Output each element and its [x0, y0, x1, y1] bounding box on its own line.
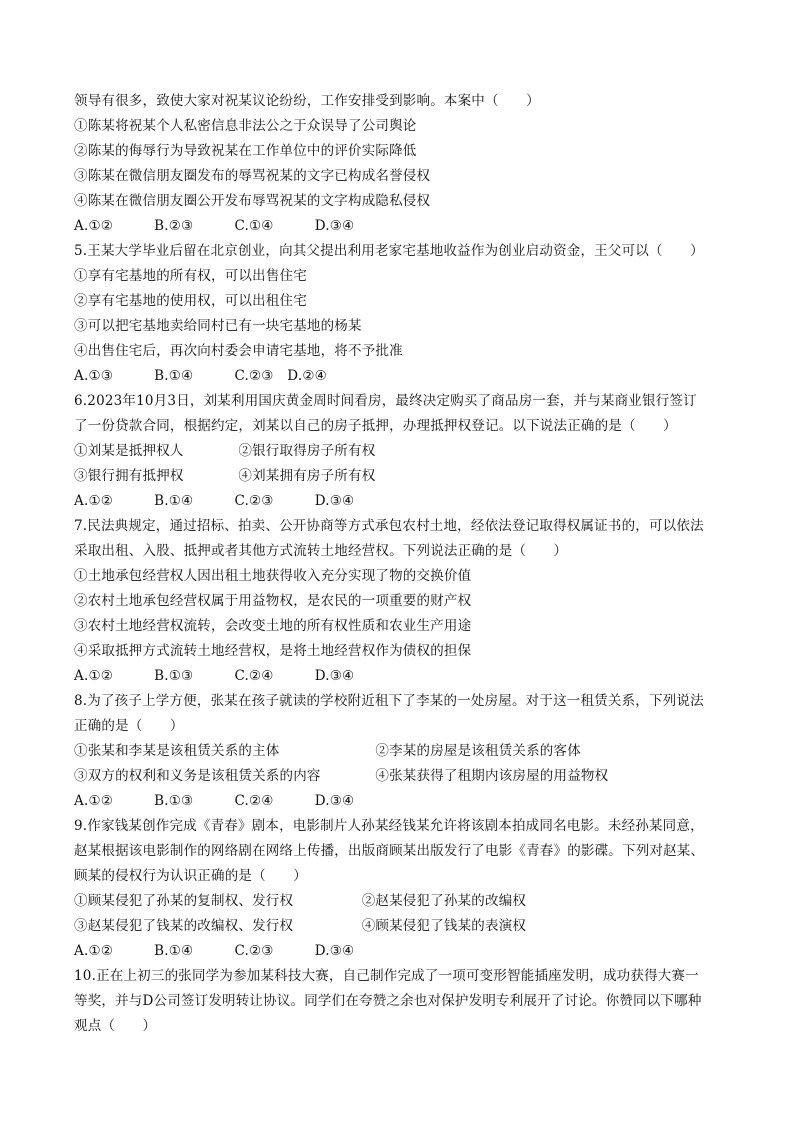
question-7: 7.民法典规定，通过招标、拍卖、公开协商等方式承包农村土地，经依法登记取得权属证书的，可以依法 [74, 518, 704, 534]
option-line: ③陈某在微信朋友圈发布的辱骂祝某的文字已构成名誉侵权 [74, 168, 431, 184]
option-line: ①土地承包经营权人因出租土地获得收入充分实现了物的交换价值 [74, 568, 472, 584]
question-9: 9.作家钱某创作完成《青春》剧本，电影制片人孙某经钱某允许将该剧本拍成同名电影。未经孙某同意， [74, 818, 704, 834]
option-line: ③可以把宅基地卖给同村已有一块宅基地的杨某 [74, 318, 362, 334]
text-line: 观点（ ） [74, 1018, 157, 1034]
answer-choices: A.①② B.②③ C.①④ D.③④ [74, 218, 355, 234]
text-line: 赵某根据该电影制作的网络剧在网络上传播，出版商顾某出版发行了电影《青春》的影碟。下列对赵某、 [74, 843, 705, 859]
option-line: ③赵某侵犯了钱某的改编权、发行权 ④顾某侵犯了钱某的表演权 [74, 918, 527, 934]
text-line: 了一份贷款合同，根据约定，刘某以自己的房子抵押，办理抵押权登记。以下说法正确的是（ ） [74, 418, 677, 434]
text-line: 等奖，并与D公司签订发明转让协议。同学们在夸赞之余也对保护发明专利展开了讨论。你赞同以下哪种 [74, 993, 702, 1009]
answer-choices: A.①② B.①④ C.②③ D.③④ [74, 493, 355, 509]
question-6: 6.2023年10月3日，刘某利用国庆黄金周时间看房，最终决定购买了商品房一套，并与某商业银行签订 [74, 393, 697, 409]
text-line: 采取出租、入股、抵押或者其他方式流转土地经营权。下列说法正确的是（ ） [74, 543, 568, 559]
option-line: ②陈某的侮辱行为导致祝某在工作单位中的评价实际降低 [74, 143, 417, 159]
text-line: 顾某的侵权行为认识正确的是（ ） [74, 868, 307, 884]
option-line: ④陈某在微信朋友圈公开发布辱骂祝某的文字构成隐私侵权 [74, 193, 431, 209]
option-line: ②农村土地承包经营权属于用益物权，是农民的一项重要的财产权 [74, 593, 472, 609]
text-line: 领导有很多，致使大家对祝某议论纷纷，工作安排受到影响。本案中（ ） [74, 93, 540, 109]
option-line: ③农村土地经营权流转，会改变土地的所有权性质和农业生产用途 [74, 618, 472, 634]
option-line: ①刘某是抵押权人 ②银行取得房子所有权 [74, 443, 376, 459]
option-line: ①顾某侵犯了孙某的复制权、发行权 ②赵某侵犯了孙某的改编权 [74, 893, 527, 909]
answer-choices: A.①② B.①③ C.②④ D.③④ [74, 668, 355, 684]
option-line: ①陈某将祝某个人私密信息非法公之于众误导了公司舆论 [74, 118, 417, 134]
question-10: 10.正在上初三的张同学为参加某科技大赛，自己制作完成了一项可变形智能插座发明，成功获得大赛一 [74, 968, 699, 984]
option-line: ①张某和李某是该租赁关系的主体 ②李某的房屋是该租赁关系的客体 [74, 743, 581, 759]
option-line: ①享有宅基地的所有权，可以出售住宅 [74, 268, 307, 284]
question-5: 5.王某大学毕业后留在北京创业，向其父提出利用老家宅基地收益作为创业启动资金，王父可以（ ） [74, 243, 704, 259]
text-line: 正确的是（ ） [74, 718, 184, 734]
option-line: ④出售住宅后，再次向村委会申请宅基地，将不予批准 [74, 343, 403, 359]
answer-choices: A.①② B.①④ C.②③ D.③④ [74, 943, 355, 959]
option-line: ④采取抵押方式流转土地经营权，是将土地经营权作为债权的担保 [74, 643, 472, 659]
option-line: ②享有宅基地的使用权，可以出租住宅 [74, 293, 307, 309]
question-8: 8.为了孩子上学方便，张某在孩子就读的学校附近租下了李某的一处房屋。对于这一租赁关系，下列说法 [74, 693, 704, 709]
option-line: ③双方的权利和义务是该租赁关系的内容 ④张某获得了租期内该房屋的用益物权 [74, 768, 609, 784]
answer-choices: A.①③ B.①④ C.②③ D.②④ [74, 368, 327, 384]
answer-choices: A.①② B.①③ C.②④ D.③④ [74, 793, 355, 809]
option-line: ③银行拥有抵押权 ④刘某拥有房子所有权 [74, 468, 376, 484]
